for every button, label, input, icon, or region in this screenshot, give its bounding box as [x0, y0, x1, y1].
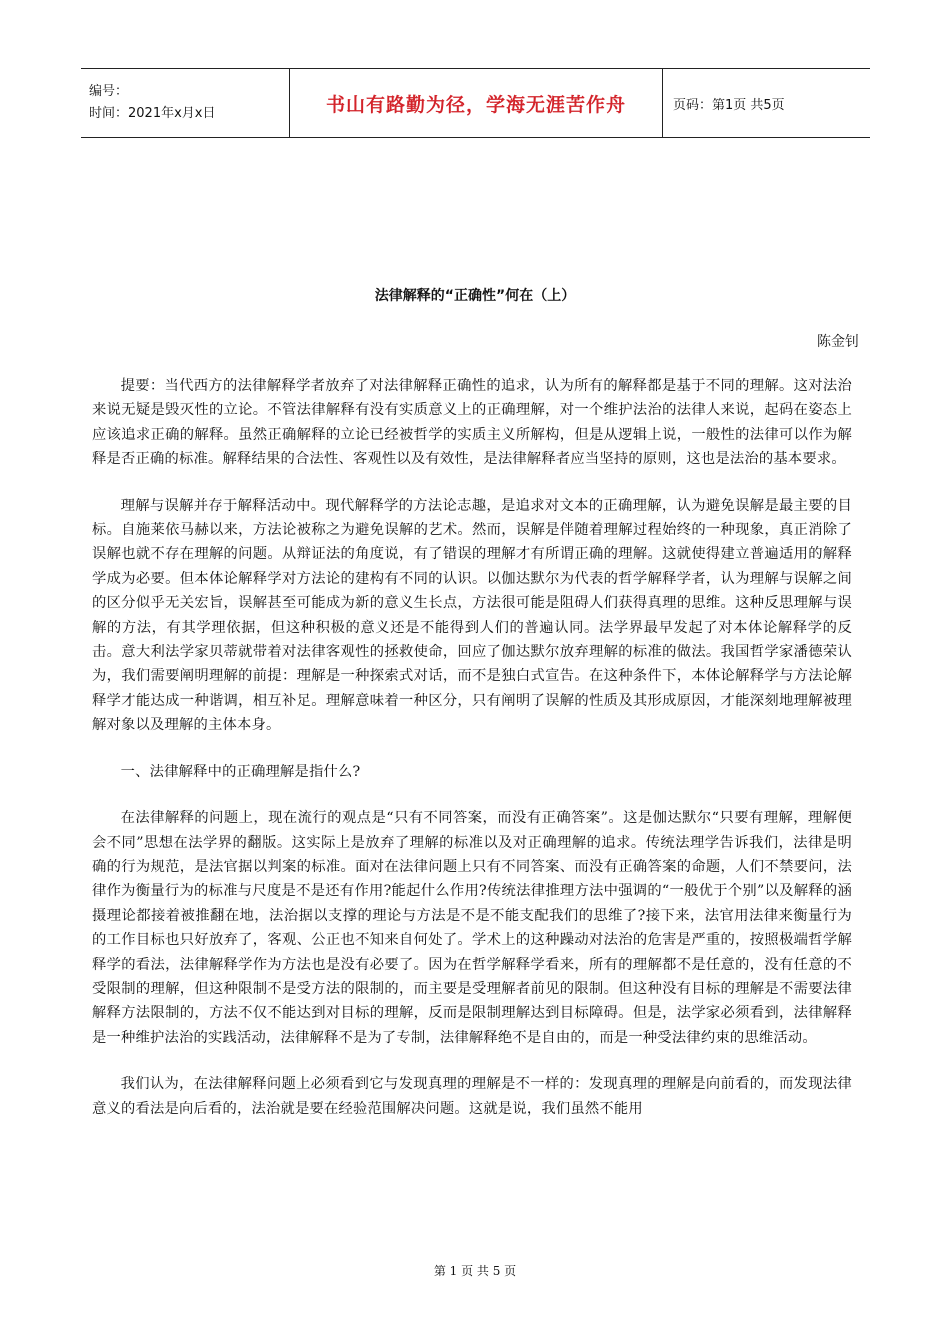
page-info: 页码：第1页 共5页 — [673, 97, 785, 113]
number-label: 编号： — [89, 84, 129, 99]
header-meta — [81, 69, 289, 137]
body-paragraph: 在法律解释的问题上，现在流行的观点是“只有不同答案，而没有正确答案”。这是伽达默尔“只要有理解，理解便会不同”思想在法学界的翻版。这实际上是放弃了理解的标准以及对正确理解的追求。传统法理学告诉我们，法律是明确的行为规范，是法官据以判案的标准。面对在法律问题上只有不同答案、而没有正确答案的命题，人们不禁要问，法律作为衡量行为的标准与尺度是不是还有作用?能起什么作用?传统法律推理方法中强调的“一般优于个别”以及解释的涵摄理论都接着被推翻在地，法治据以支撑的理论与方法是不是不能支配我们的思维了?接下来，法官用法律来衡量行为的工作目标也只好放弃了，客观、公正也不知来自何处了。学术上的这种躁动对法治的危害是严重的，按照极端哲学解释学的看法，法律解释学作为方法也是没有必要了。因为在哲学解释学看来，所有的理解都不是任意的，没有任意的不受限制的理解，但这种限制不是受方法的限制的，而主要是受理解者前见的限制。但这种没有目标的理解是不需要法律解释方法限制的，方法不仅不能达到对目标的理解，反而是限制理解达到目标障碍。但是，法学家必须看到，法律解释是一种维护法治的实践活动，法律解释不是为了专制，法律解释绝不是自由的，而是一种受法律约束的思维活动。 — [92, 810, 852, 1046]
document-body — [92, 374, 852, 1143]
header-table — [81, 68, 870, 138]
body-paragraph: 理解与误解并存于解释活动中。现代解释学的方法论志趣，是追求对文本的正确理解，认为避免误解是最主要的目标。自施莱依马赫以来，方法论被称之为避免误解的艺术。然而，误解是伴随着理解过程始终的一种现象，真正消除了误解也就不存在理解的问题。从辩证法的角度说，有了错误的理解才有所谓正确的理解。这就使得建立普遍适用的解释学成为必要。但本体论解释学对方法论的建构有不同的认识。以伽达默尔为代表的哲学解释学者，认为理解与误解之间的区分似乎无关宏旨，误解甚至可能成为新的意义生长点，方法很可能是阻碍人们获得真理的思维。这种反思理解与误解的方法，有其学理依据，但这种积极的意义还是不能得到人们的普遍认同。法学界最早发起了对本体论解释学的反击。意大利法学家贝蒂就带着对法律客观性的拯救使命，回应了伽达默尔放弃理解的标准的做法。我国哲学家潘德荣认为，我们需要阐明理解的前提：理解是一种探索式对话，而不是独白式宣告。在这种条件下，本体论解释学与方法论解释学才能达成一种谐调，相互补足。理解意味着一种区分，只有阐明了误解的性质及其形成原因，才能深刻地理解被理解对象以及理解的主体本身。 — [92, 497, 852, 734]
header-page-cell — [663, 69, 870, 137]
section-heading: 一、法律解释中的正确理解是指什么? — [120, 763, 361, 780]
header-motto-cell — [289, 69, 663, 137]
body-paragraph: 我们认为，在法律解释问题上必须看到它与发现真理的理解是不一样的：发现真理的理解是向前看的，而发现法律意义的看法是向后看的，法治就是要在经验范围解决问题。这就是说，我们虽然不能用 — [92, 1076, 852, 1117]
date-label: 时间：2021年x月x日 — [89, 106, 216, 121]
document-title: 法律解释的“正确性”何在（上） — [374, 288, 576, 304]
page-footer: 第 1 页 共 5 页 — [433, 1264, 517, 1278]
motto-text: 书山有路勤为径，学海无涯苦作舟 — [325, 93, 626, 116]
abstract-paragraph: 提要：当代西方的法律解释学者放弃了对法律解释正确性的追求，认为所有的解释都是基于不同的理解。这对法治来说无疑是毁灭性的立论。不管法律解释有没有实质意义上的正确理解，对一个维护法治的法律人来说，起码在姿态上应该追求正确的解释。虽然正确解释的立论已经被哲学的实质主义所解构，但是从逻辑上说，一般性的法律可以作为解释是否正确的标准。解释结果的合法性、客观性以及有效性，是法律解释者应当坚持的原则，这也是法治的基本要求。 — [92, 378, 852, 468]
document-author: 陈金钊 — [817, 334, 859, 350]
